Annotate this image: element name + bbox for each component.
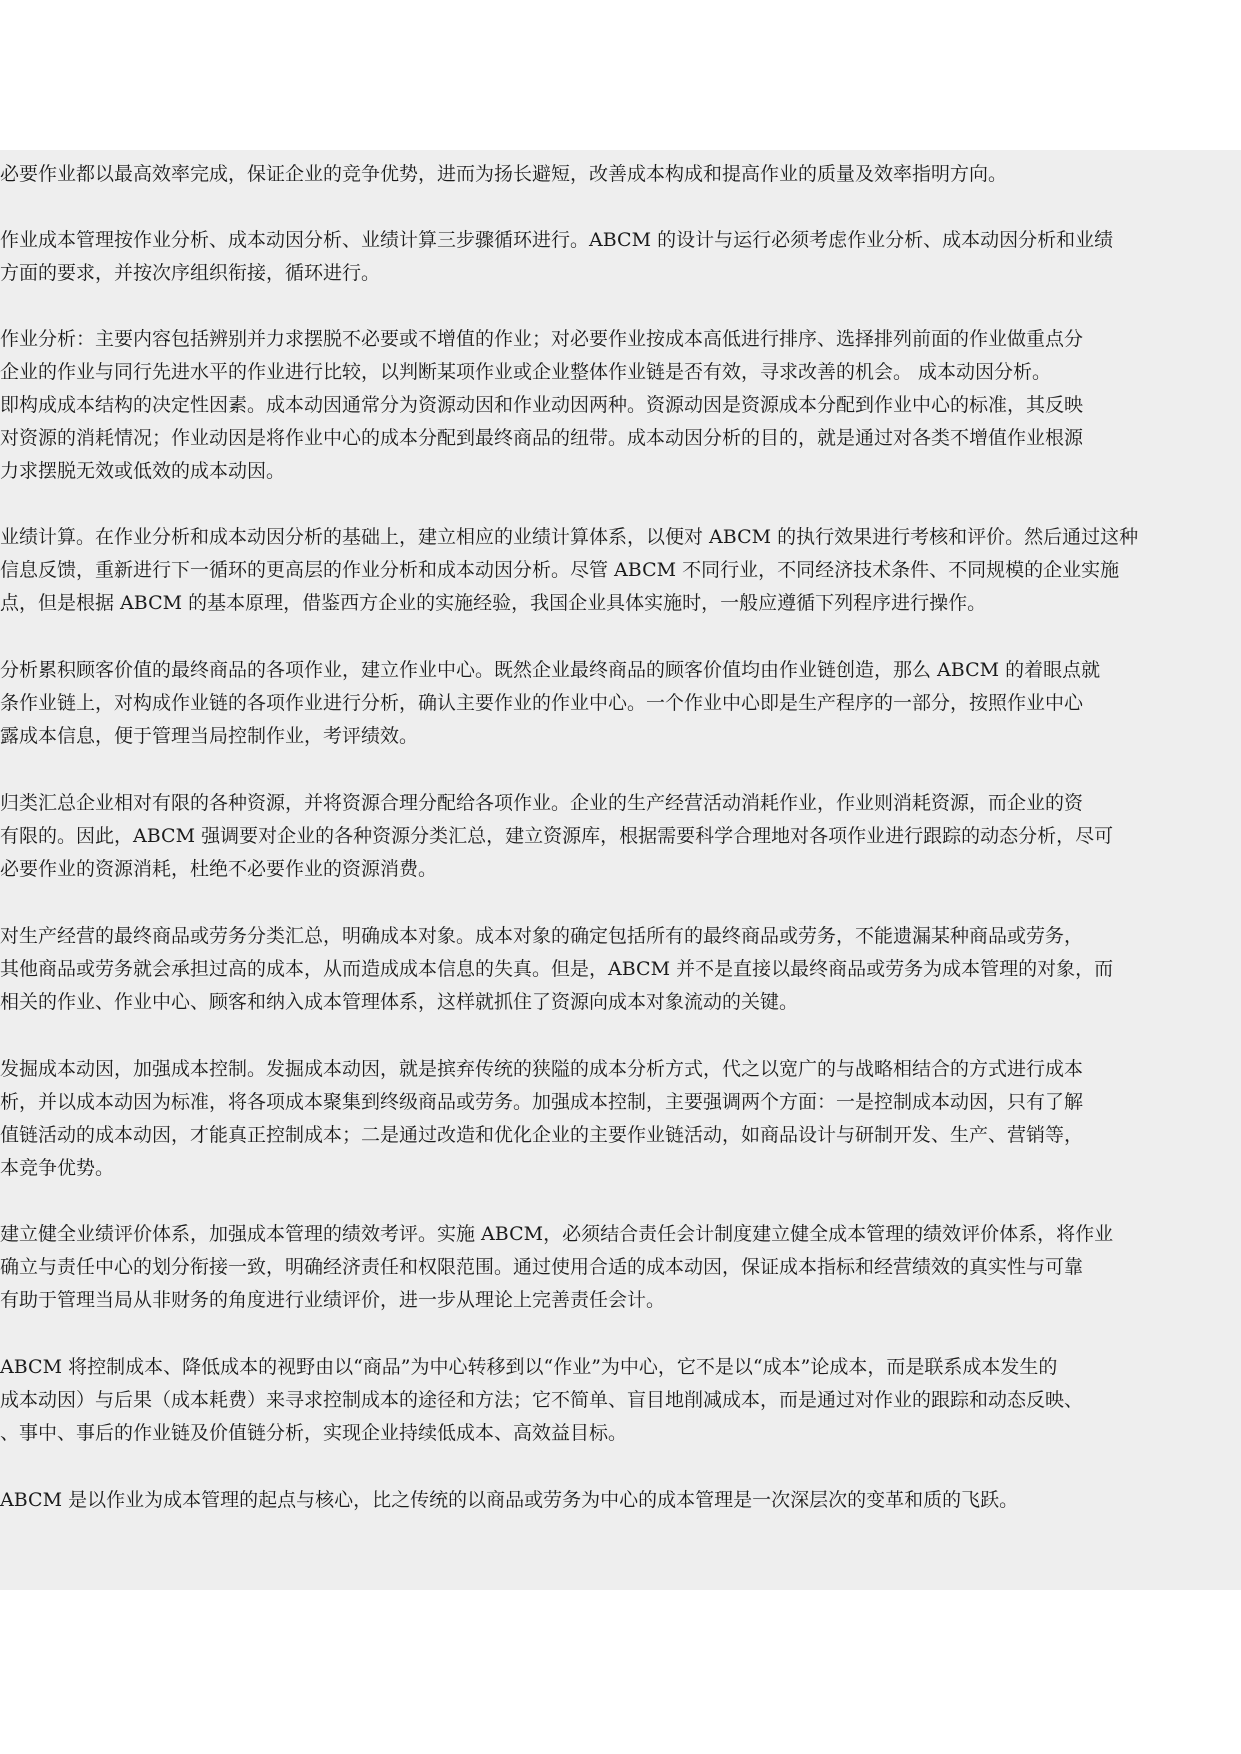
- paragraph-3: [0, 323, 1241, 488]
- text-line: 析，并以成本动因为标准，将各项成本聚集到终级商品或劳务。加强成本控制，主要强调两个方面：一是控制成本动因，只有了解: [0, 1091, 1084, 1113]
- paragraph-4: [0, 521, 1241, 620]
- text-line: 方面的要求，并按次序组织衔接，循环进行。: [0, 262, 381, 284]
- text-line: 建立健全业绩评价体系，加强成本管理的绩效考评。实施 ABCM，必须结合责任会计制度建立健全成本管理的绩效评价体系，将作业: [0, 1223, 1114, 1245]
- text-content-area: [0, 150, 1241, 1590]
- paragraph-11: [0, 1484, 1241, 1517]
- text-line: 对资源的消耗情况；作业动因是将作业中心的成本分配到最终商品的纽带。成本动因分析的目的，就是通过对各类不增值作业根源: [0, 427, 1084, 449]
- text-line: 露成本信息，便于管理当局控制作业，考评绩效。: [0, 725, 419, 747]
- text-line: 信息反馈，重新进行下一循环的更高层的作业分析和成本动因分析。尽管 ABCM 不同行业，不同经济技术条件、不同规模的企业实施: [0, 559, 1120, 581]
- paragraph-2: [0, 224, 1241, 290]
- paragraph-6: [0, 787, 1241, 886]
- text-line: 点，但是根据 ABCM 的基本原理，借鉴西方企业的实施经验，我国企业具体实施时，一般应遵循下列程序进行操作。: [0, 592, 987, 614]
- text-line: 相关的作业、作业中心、顾客和纳入成本管理体系，这样就抓住了资源向成本对象流动的关键。: [0, 991, 799, 1013]
- text-line: 其他商品或劳务就会承担过高的成本，从而造成成本信息的失真。但是，ABCM 并不是直接以最终商品或劳务为成本管理的对象，而: [0, 958, 1114, 980]
- text-line: 即构成成本结构的决定性因素。成本动因通常分为资源动因和作业动因两种。资源动因是资源成本分配到作业中心的标准，其反映: [0, 394, 1084, 416]
- text-line: 成本动因）与后果（成本耗费）来寻求控制成本的途径和方法；它不简单、盲目地削减成本，而是通过对作业的跟踪和动态反映、: [0, 1389, 1084, 1411]
- paragraph-1: [0, 158, 1241, 191]
- text-line: 业绩计算。在作业分析和成本动因分析的基础上，建立相应的业绩计算体系，以便对 ABCM 的执行效果进行考核和评价。然后通过这种: [0, 526, 1139, 548]
- text-line: ABCM 是以作业为成本管理的起点与核心，比之传统的以商品或劳务为中心的成本管理是一次深层次的变革和质的飞跃。: [0, 1489, 1019, 1511]
- text-line: 必要作业都以最高效率完成，保证企业的竞争优势，进而为扬长避短，改善成本构成和提高作业的质量及效率指明方向。: [0, 163, 1008, 185]
- text-line: 分析累积顾客价值的最终商品的各项作业，建立作业中心。既然企业最终商品的顾客价值均由作业链创造，那么 ABCM 的着眼点就: [0, 659, 1101, 681]
- text-line: 必要作业的资源消耗，杜绝不必要作业的资源消费。: [0, 858, 438, 880]
- text-line: 作业分析：主要内容包括辨别并力求摆脱不必要或不增值的作业；对必要作业按成本高低进行排序、选择排列前面的作业做重点分: [0, 328, 1084, 350]
- paragraph-9: [0, 1218, 1241, 1317]
- text-line: 有限的。因此，ABCM 强调要对企业的各种资源分类汇总，建立资源库，根据需要科学合理地对各项作业进行跟踪的动态分析，尽可: [0, 825, 1114, 847]
- text-line: 力求摆脱无效或低效的成本动因。: [0, 460, 286, 482]
- text-line: 归类汇总企业相对有限的各种资源，并将资源合理分配给各项作业。企业的生产经营活动消耗作业，作业则消耗资源，而企业的资: [0, 792, 1084, 814]
- text-line: 确立与责任中心的划分衔接一致，明确经济责任和权限范围。通过使用合适的成本动因，保证成本指标和经营绩效的真实性与可靠: [0, 1256, 1084, 1278]
- paragraph-10: [0, 1351, 1241, 1450]
- text-line: 、事中、事后的作业链及价值链分析，实现企业持续低成本、高效益目标。: [0, 1422, 628, 1444]
- text-line: 对生产经营的最终商品或劳务分类汇总，明确成本对象。成本对象的确定包括所有的最终商品或劳务，不能遗漏某种商品或劳务，: [0, 925, 1084, 947]
- paragraph-5: [0, 654, 1241, 753]
- text-line: 企业的作业与同行先进水平的作业进行比较，以判断某项作业或企业整体作业链是否有效，寻求改善的机会。 成本动因分析。: [0, 361, 1052, 383]
- paragraph-7: [0, 920, 1241, 1019]
- text-line: 值链活动的成本动因，才能真正控制成本；二是通过改造和优化企业的主要作业链活动，如商品设计与研制开发、生产、营销等，: [0, 1124, 1084, 1146]
- text-line: 作业成本管理按作业分析、成本动因分析、业绩计算三步骤循环进行。ABCM 的设计与运行必须考虑作业分析、成本动因分析和业绩: [0, 229, 1114, 251]
- text-line: ABCM 将控制成本、降低成本的视野由以“商品”为中心转移到以“作业”为中心，它不是以“成本”论成本，而是联系成本发生的: [0, 1356, 1058, 1378]
- text-line: 条作业链上，对构成作业链的各项作业进行分析，确认主要作业的作业中心。一个作业中心即是生产程序的一部分，按照作业中心: [0, 692, 1084, 714]
- paragraph-8: [0, 1053, 1241, 1185]
- text-line: 有助于管理当局从非财务的角度进行业绩评价，进一步从理论上完善责任会计。: [0, 1289, 666, 1311]
- text-line: 发掘成本动因，加强成本控制。发掘成本动因，就是摈弃传统的狭隘的成本分析方式，代之以宽广的与战略相结合的方式进行成本: [0, 1058, 1084, 1080]
- text-line: 本竞争优势。: [0, 1157, 115, 1179]
